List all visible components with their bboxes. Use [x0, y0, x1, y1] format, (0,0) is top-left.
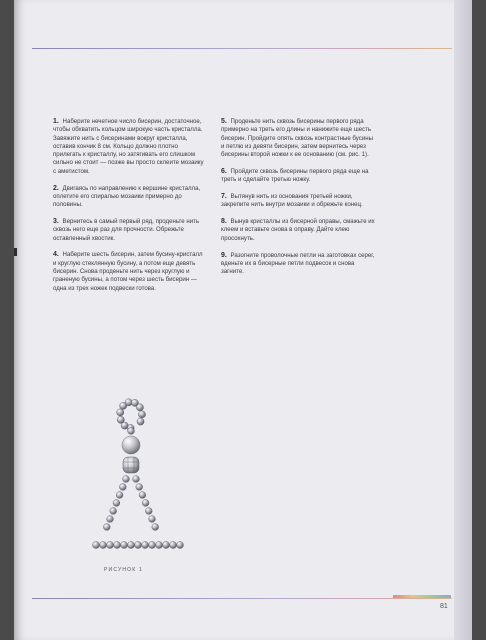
leg-bead — [133, 476, 140, 483]
instruction-step — [53, 251, 205, 292]
leg-bead — [149, 516, 156, 523]
loop-bead — [138, 411, 145, 418]
step-number: 1. — [53, 118, 59, 125]
step-text: Пройдите сквозь бисерины первого ряда еще на треть и сделайте третью ножку. — [221, 167, 369, 184]
bottom-rule — [32, 598, 452, 599]
step-number: 5. — [221, 118, 227, 125]
leg-bead — [145, 508, 152, 515]
base-bead — [121, 542, 128, 549]
leg-bead — [139, 492, 146, 499]
top-rule — [32, 48, 452, 49]
loop-bead — [117, 416, 124, 423]
leg-bead — [142, 500, 149, 507]
base-bead — [177, 542, 184, 549]
step-number: 4. — [53, 251, 59, 259]
bead-pendant-figure — [90, 395, 190, 555]
instruction-step — [53, 218, 205, 243]
bottom-color-accent — [393, 595, 451, 598]
step-text: Вынув кристаллы из бисерной оправы, смажьте их клеем и вставьте снова в оправу. Дайте клею просохнуть. — [221, 218, 375, 242]
instruction-step — [221, 193, 377, 210]
instruction-step — [221, 118, 377, 159]
step-text: Вытянув нить из основания третьей ножки, закрепите нить внутри мозаики и обрежьте конец. — [221, 193, 363, 209]
step-text: Наберите шесть бисерин, затем бусину-кристалл и круглую стеклянную бусину, а потом еще девять бисерин. Снова проденьте нить через круглую и граненую бусины, а потом через шесть бисерин — одна из трех ножек подвески готова. — [53, 251, 203, 292]
base-bead — [156, 542, 163, 549]
faceted-crystal-bead — [123, 457, 139, 473]
step-number: 2. — [53, 184, 59, 192]
leg-bead — [152, 524, 159, 531]
round-glass-bead — [122, 436, 140, 454]
step-number: 9. — [221, 251, 227, 259]
page-number: 81 — [440, 603, 448, 610]
step-text: Разогните проволочные петли на заготовках серег, вденьте их в бисерные петли подвесок и снова загните. — [221, 251, 375, 276]
instruction-step — [53, 185, 205, 210]
base-bead — [170, 542, 177, 549]
loop-bead — [136, 404, 143, 411]
base-bead — [149, 542, 156, 549]
base-bead — [100, 542, 107, 549]
step-text: Двигаясь по направлению к вершине кристалла, оплетите его спиралью мозаики примерно до половины. — [53, 184, 201, 209]
margin-tab-mark — [14, 248, 17, 256]
base-bead — [142, 542, 149, 549]
instructions-column-right — [221, 118, 377, 285]
figure-caption: РИСУНОК 1 — [104, 567, 143, 573]
leg-bead — [113, 500, 120, 507]
page-edge — [454, 0, 472, 640]
loop-bead — [117, 409, 124, 416]
leg-bead — [110, 508, 117, 515]
leg-bead — [103, 524, 110, 531]
instruction-step — [53, 118, 205, 176]
base-bead — [128, 542, 135, 549]
step-number: 6. — [221, 167, 227, 175]
base-bead — [93, 542, 100, 549]
leg-bead — [119, 484, 126, 491]
base-bead — [114, 542, 121, 549]
leg-bead — [136, 484, 143, 491]
instruction-step — [221, 252, 377, 277]
base-bead — [135, 542, 142, 549]
step-number: 8. — [221, 218, 227, 226]
step-text: Проденьте нить сквозь бисерины первого ряда примерно на треть его длины и нанижите еще шесть бисерин. Пройдите опять сквозь контрастные бусины и петлю из девяти бисерин, затем вернитесь через бисерины второй ножки к ее основанию (см. рис. 1). — [221, 118, 373, 159]
step-text: Вернитесь в самый первый ряд, проденьте нить сквозь него еще раз для прочности. Обрежьте оставленный хвостик. — [53, 217, 200, 242]
instruction-step — [221, 218, 377, 243]
leg-bead — [116, 492, 123, 499]
seed-bead — [128, 428, 135, 435]
instruction-step — [221, 168, 377, 185]
step-number: 3. — [53, 217, 59, 225]
step-number: 7. — [221, 193, 227, 201]
leg-bead — [107, 516, 114, 523]
base-bead — [163, 542, 170, 549]
loop-bead — [137, 418, 144, 425]
book-page — [14, 0, 472, 640]
leg-bead — [123, 476, 130, 483]
instructions-column-left — [53, 118, 205, 301]
base-bead — [107, 542, 114, 549]
step-text: Наберите нечетное число бисерин, достаточное, чтобы обхватить кольцом широкую часть кристалла. Завяжите нить с бисеринами вокруг кристалла, оставив кончик 8 см. Кольцо должно плотно прилегать к кристаллу, но затягивать его слишком сильно не стоит — позже вы просто склеите мозаику с аметистом. — [53, 118, 204, 175]
